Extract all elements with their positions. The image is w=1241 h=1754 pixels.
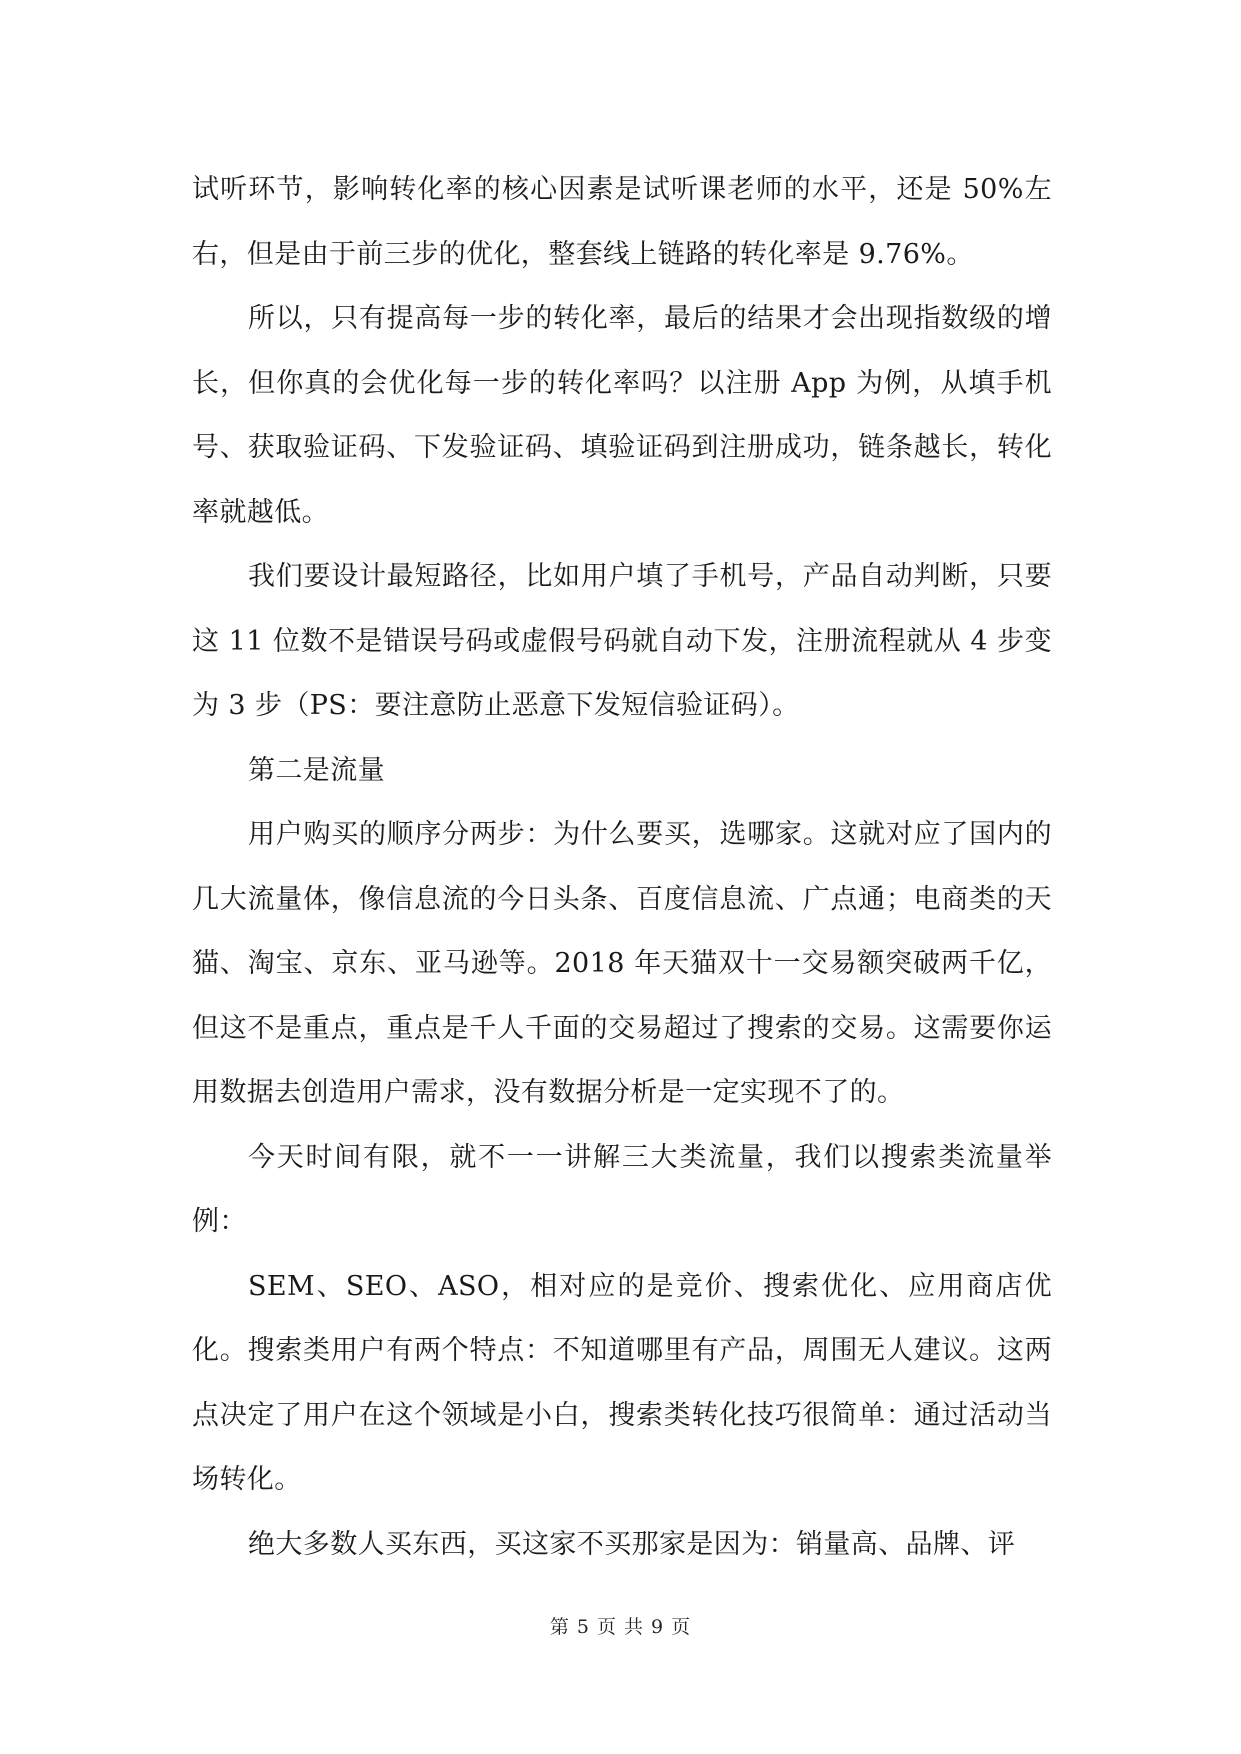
- paragraph-5: 用户购买的顺序分两步：为什么要买，选哪家。这就对应了国内的几大流量体，像信息流的今日头条、百度信息流、广点通；电商类的天猫、淘宝、京东、亚马逊等。2018 年天猫双十一交易额突破两千亿，但这不是重点，重点是千人千面的交易超过了搜索的交易。这需要你运用数据去创造用户需求，没有数据分析是一定实现不了的。: [192, 819, 1052, 1108]
- paragraph-6: 今天时间有限，就不一一讲解三大类流量，我们以搜索类流量举例：: [192, 1141, 1052, 1237]
- paragraph-2: 所以，只有提高每一步的转化率，最后的结果才会出现指数级的增长，但你真的会优化每一步的转化率吗？以注册 App 为例，从填手机号、获取验证码、下发验证码、填验证码到注册成功，链条越长，转化率就越低。: [192, 303, 1052, 528]
- paragraph-3: 我们要设计最短路径，比如用户填了手机号，产品自动判断，只要这 11 位数不是错误号码或虚假号码就自动下发，注册流程就从 4 步变为 3 步（PS：要注意防止恶意下发短信验证码）。: [192, 561, 1052, 721]
- paragraph-8: 绝大多数人买东西，买这家不买那家是因为：销量高、品牌、评: [248, 1528, 1016, 1560]
- paragraph-7: SEM、SEO、ASO，相对应的是竞价、搜索优化、应用商店优化。搜索类用户有两个特点：不知道哪里有产品，周围无人建议。这两点决定了用户在这个领域是小白，搜索类转化技巧很简单：通过活动当场转化。: [192, 1270, 1052, 1495]
- section-heading-traffic: 第二是流量: [248, 754, 385, 786]
- document-body: [192, 158, 1052, 1577]
- paragraph-1: 试听环节，影响转化率的核心因素是试听课老师的水平，还是 50%左右，但是由于前三步的优化，整套线上链路的转化率是 9.76%。: [192, 174, 1052, 270]
- page-number-footer: 第 5 页 共 9 页: [549, 1616, 692, 1638]
